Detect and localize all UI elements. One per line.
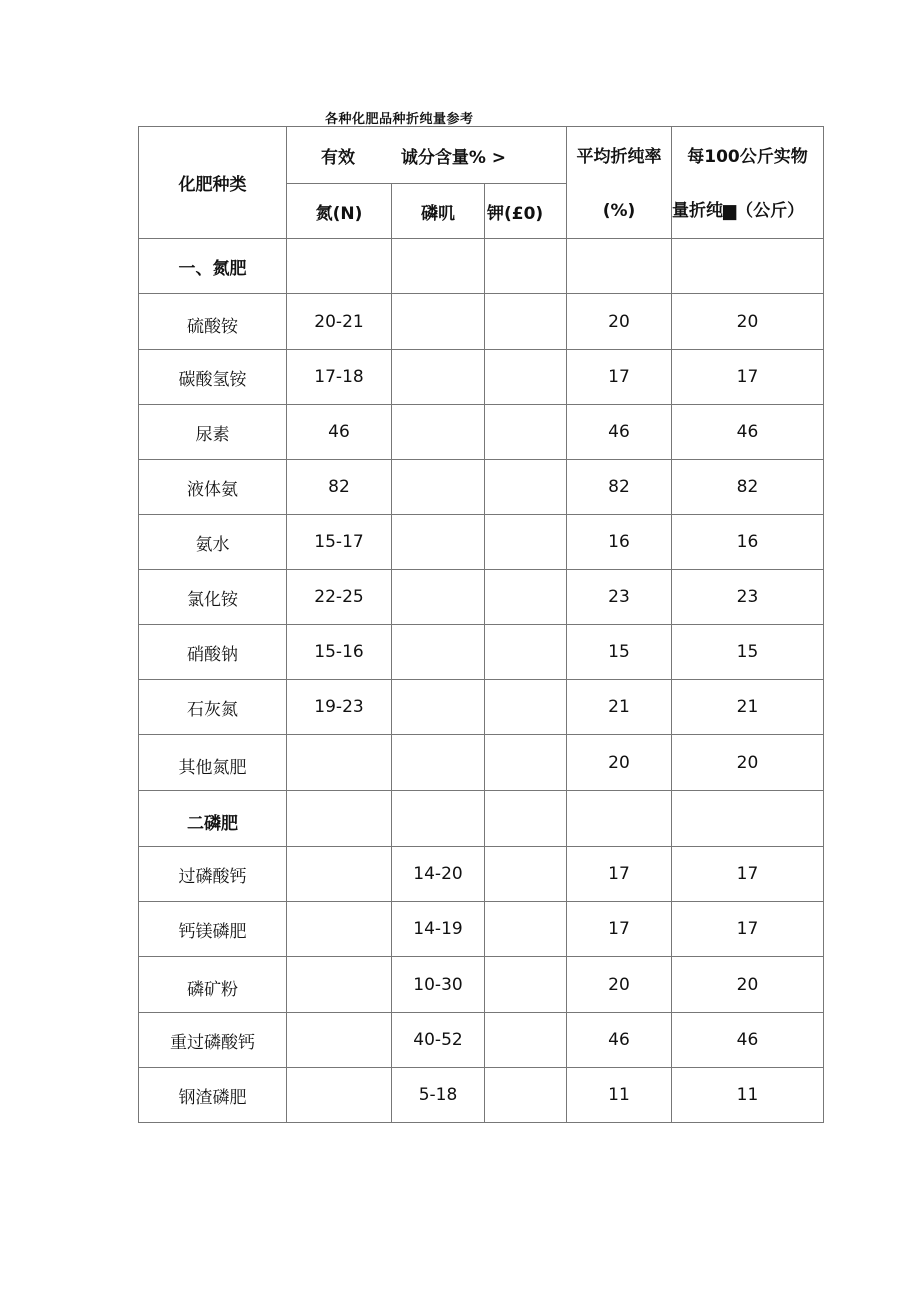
row-n xyxy=(287,957,392,1013)
row-k xyxy=(485,1013,567,1068)
row-per100: 23 xyxy=(672,570,824,625)
row-name: 过磷酸钙 xyxy=(139,847,287,902)
row-per100: 11 xyxy=(672,1068,824,1123)
row-k xyxy=(485,405,567,460)
row-p: 5-18 xyxy=(392,1068,485,1123)
row-k xyxy=(485,735,567,791)
row-p xyxy=(392,680,485,735)
row-k xyxy=(485,350,567,405)
row-avg: 16 xyxy=(567,515,672,570)
header-content-cell xyxy=(287,127,567,184)
row-n: 17-18 xyxy=(287,350,392,405)
table-row xyxy=(139,902,824,957)
header-type-label: 化肥种类 xyxy=(178,175,247,195)
header-content-label-1: 有效 xyxy=(321,147,355,168)
row-p xyxy=(392,294,485,350)
row-per100: 17 xyxy=(672,902,824,957)
header-content-label-2: 诚分含量% > xyxy=(400,147,507,168)
row-name: 重过磷酸钙 xyxy=(139,1013,287,1068)
header-n-label: 氮(N) xyxy=(315,203,363,224)
row-k xyxy=(485,625,567,680)
row-avg: 21 xyxy=(567,680,672,735)
row-name: 尿素 xyxy=(139,405,287,460)
row-per100: 20 xyxy=(672,735,824,791)
table-row xyxy=(139,515,824,570)
row-name: 硫酸铵 xyxy=(139,294,287,350)
table-row xyxy=(139,294,824,350)
table-row xyxy=(139,735,824,791)
row-name: 氨水 xyxy=(139,515,287,570)
table-row xyxy=(139,570,824,625)
row-per100: 17 xyxy=(672,350,824,405)
row-k xyxy=(485,957,567,1013)
row-n xyxy=(287,735,392,791)
table-row xyxy=(139,460,824,515)
row-k xyxy=(485,460,567,515)
header-p-cell xyxy=(392,184,485,239)
row-n xyxy=(287,239,392,294)
table-row xyxy=(139,957,824,1013)
row-avg: 23 xyxy=(567,570,672,625)
row-k xyxy=(485,902,567,957)
row-p: 10-30 xyxy=(392,957,485,1013)
header-type-cell xyxy=(139,127,287,239)
row-avg: 20 xyxy=(567,957,672,1013)
row-per100: 82 xyxy=(672,460,824,515)
fertilizer-table xyxy=(138,126,824,1123)
row-k xyxy=(485,1068,567,1123)
row-name: 石灰氮 xyxy=(139,680,287,735)
table-row xyxy=(139,350,824,405)
row-p xyxy=(392,735,485,791)
row-p: 14-19 xyxy=(392,902,485,957)
row-avg: 20 xyxy=(567,735,672,791)
row-avg xyxy=(567,791,672,847)
row-avg: 46 xyxy=(567,405,672,460)
row-name: 钢渣磷肥 xyxy=(139,1068,287,1123)
row-k xyxy=(485,791,567,847)
row-per100: 15 xyxy=(672,625,824,680)
header-avg-label-2: (%) xyxy=(602,201,636,221)
row-name: 其他氮肥 xyxy=(139,735,287,791)
row-n: 15-17 xyxy=(287,515,392,570)
row-n: 82 xyxy=(287,460,392,515)
header-k-cell xyxy=(485,184,567,239)
row-k xyxy=(485,294,567,350)
row-per100: 21 xyxy=(672,680,824,735)
row-per100: 20 xyxy=(672,294,824,350)
row-p: 14-20 xyxy=(392,847,485,902)
row-k xyxy=(485,570,567,625)
row-k xyxy=(485,515,567,570)
row-n xyxy=(287,1068,392,1123)
header-k-label: 钾(£0) xyxy=(487,203,544,224)
row-avg: 17 xyxy=(567,350,672,405)
table-row xyxy=(139,1068,824,1123)
row-per100: 17 xyxy=(672,847,824,902)
table-row xyxy=(139,1013,824,1068)
row-n: 15-16 xyxy=(287,625,392,680)
table-row xyxy=(139,680,824,735)
row-avg: 20 xyxy=(567,294,672,350)
table-row-category-n xyxy=(139,239,824,294)
row-k xyxy=(485,847,567,902)
row-p xyxy=(392,460,485,515)
row-name: 二磷肥 xyxy=(139,791,287,847)
row-name: 一、氮肥 xyxy=(139,239,287,294)
row-per100: 46 xyxy=(672,1013,824,1068)
row-name: 碳酸氢铵 xyxy=(139,350,287,405)
row-p xyxy=(392,515,485,570)
row-per100: 20 xyxy=(672,957,824,1013)
header-per100-label-2: 量折纯▆（公斤） xyxy=(672,201,805,221)
row-avg: 15 xyxy=(567,625,672,680)
row-avg: 46 xyxy=(567,1013,672,1068)
header-per100-cell xyxy=(672,127,824,239)
table-row xyxy=(139,625,824,680)
row-k xyxy=(485,239,567,294)
row-avg: 82 xyxy=(567,460,672,515)
row-per100 xyxy=(672,239,824,294)
document-title: 各种化肥品种折纯量参考 xyxy=(325,112,474,127)
row-p xyxy=(392,791,485,847)
row-avg: 11 xyxy=(567,1068,672,1123)
row-n: 46 xyxy=(287,405,392,460)
table-row xyxy=(139,847,824,902)
row-n xyxy=(287,791,392,847)
header-p-label: 磷叽 xyxy=(421,203,455,224)
row-per100: 46 xyxy=(672,405,824,460)
row-n xyxy=(287,847,392,902)
row-n xyxy=(287,1013,392,1068)
row-n xyxy=(287,902,392,957)
row-name: 液体氨 xyxy=(139,460,287,515)
table-row xyxy=(139,405,824,460)
row-n: 22-25 xyxy=(287,570,392,625)
row-avg xyxy=(567,239,672,294)
header-avg-cell xyxy=(567,127,672,239)
row-p xyxy=(392,570,485,625)
row-p xyxy=(392,239,485,294)
row-n: 19-23 xyxy=(287,680,392,735)
header-per100-label-1: 每100公斤实物 xyxy=(687,147,808,167)
row-name: 硝酸钠 xyxy=(139,625,287,680)
row-n: 20-21 xyxy=(287,294,392,350)
row-name: 氯化铵 xyxy=(139,570,287,625)
row-k xyxy=(485,680,567,735)
row-name: 钙镁磷肥 xyxy=(139,902,287,957)
row-avg: 17 xyxy=(567,902,672,957)
header-avg-label-1: 平均折纯率 xyxy=(576,147,662,167)
table-row-category-p xyxy=(139,791,824,847)
header-n-cell xyxy=(287,184,392,239)
row-avg: 17 xyxy=(567,847,672,902)
row-p xyxy=(392,405,485,460)
row-per100: 16 xyxy=(672,515,824,570)
row-name: 磷矿粉 xyxy=(139,957,287,1013)
row-p xyxy=(392,625,485,680)
header-row-top xyxy=(139,127,824,184)
row-p: 40-52 xyxy=(392,1013,485,1068)
row-per100 xyxy=(672,791,824,847)
row-p xyxy=(392,350,485,405)
